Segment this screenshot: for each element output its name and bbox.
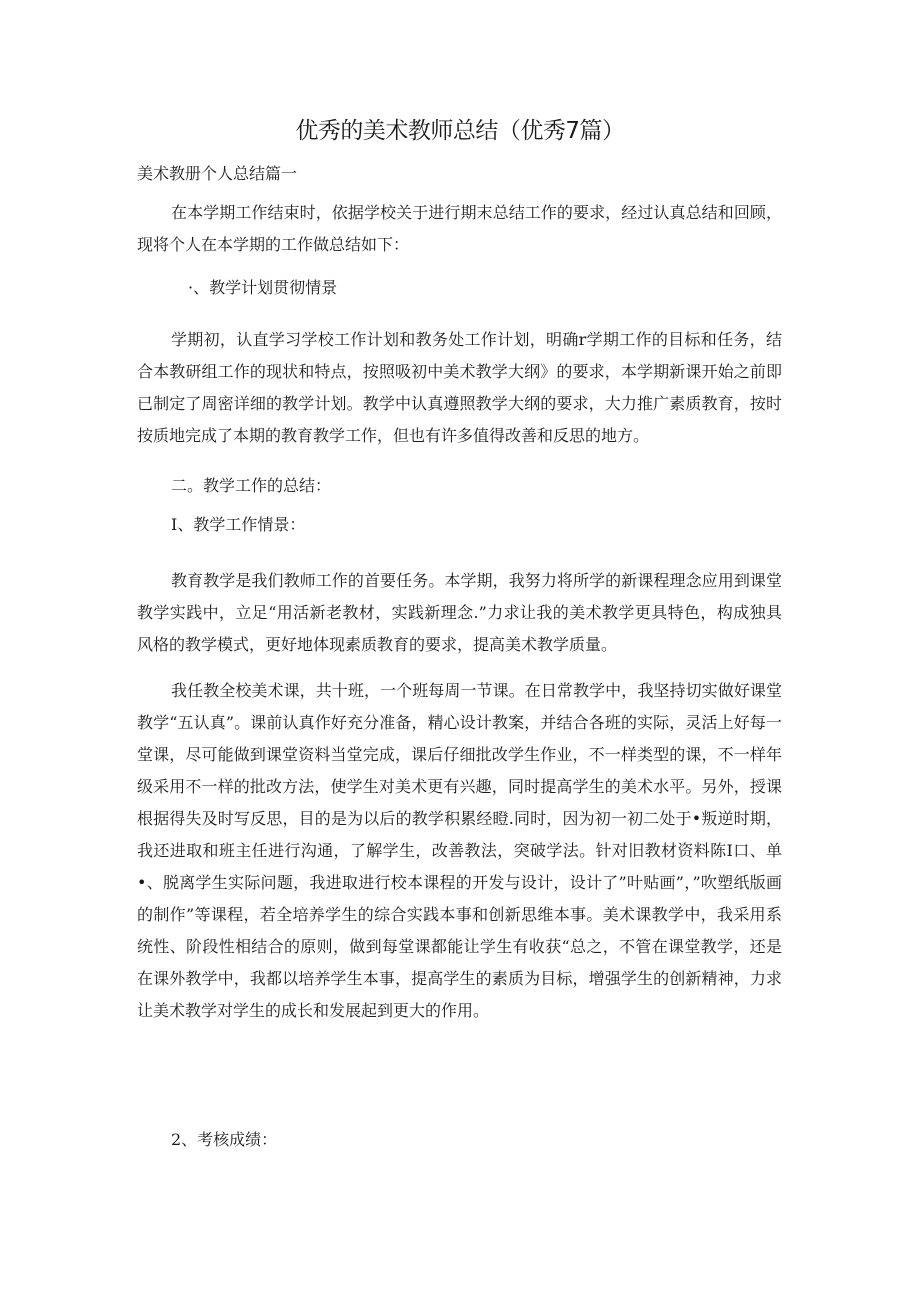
intro-paragraph: 在本学期工作结束时，依据学校关于进行期末总结工作的要求，经过认真总结和回顾，现将个人在本学期的工作做总结如下： xyxy=(137,203,782,254)
subheading-summary: 二。教学工作的总结： xyxy=(171,476,332,495)
subheading-plan: ·、教学计划贯彻情景 xyxy=(188,278,338,297)
teaching-paragraph: 教育教学是我们教师工作的首要任务。本学期，我努力将所学的新课程理念应用到课堂教学实践中，立足“用活新老教材，实践新理念.”力求让我的美术教学更具特色，构成独具风格的教学模式，更好地体现素质教育的要求，提高美术教学质量。 xyxy=(137,571,782,654)
subheading-work-situation: I、教学工作情景： xyxy=(171,515,306,534)
classes-paragraph: 我任教全校美术课，共十班，一个班每周一节课。在日常教学中，我坚持切实做好课堂教学“五认真”。课前认真作好充分准备，精心设计教案，并结合各班的实际，灵活上好每一堂课，尽可能做到课堂资料当堂完成，课后仔细批改学生作业，不一样类型的课，不一样年级采用不一样的批改方法，使学生对美术更有兴趣，同时提高学生的美术水平。另外，授课根据得失及时写反思，目的是为以后的教学积累经瞪.同时，因为初一初二处于•叛逆时期，我还进取和班主任进行沟通，了解学生，改善教法，突破学法。针对旧教材资料陈I口、单•、脱离学生实际问题，我进取进行校本课程的开发与设计，设计了”叶贴画”，”吹塑纸版画的制作”等课程，若全培养学生的综合实践本事和创新思维本事。美术课教学中，我采用系统性、阶段性相结合的原则，做到每堂课都能让学生有收获“总之，不管在课堂教学，还是在课外教学中，我都以培养学生本事，提高学生的素质为目标，增强学生的创新精神，力求让美术教学对学生的成长和发展起到更大的作用。 xyxy=(137,681,782,1020)
plan-paragraph: 学期初，认直学习学校工作计划和教务处工作计划，明确r学期工作的目标和任务，结合本教研组工作的现状和特点，按照吸初中美术教学大纲》的要求，本学期新课开始之前即已制定了周密详细的教学计划。教学中认真遵照教学大纲的要求，大力推广素质教育，按时按质地完成了本期的教育教学工作，但也有许多值得改善和反思的地方。 xyxy=(137,330,782,445)
document-title: 优秀的美术教师总结（优秀7篇） xyxy=(295,118,625,144)
section-heading: 美术教册个人总结篇一 xyxy=(137,164,298,183)
subheading-assessment: 2、考核成绩： xyxy=(171,1130,278,1149)
